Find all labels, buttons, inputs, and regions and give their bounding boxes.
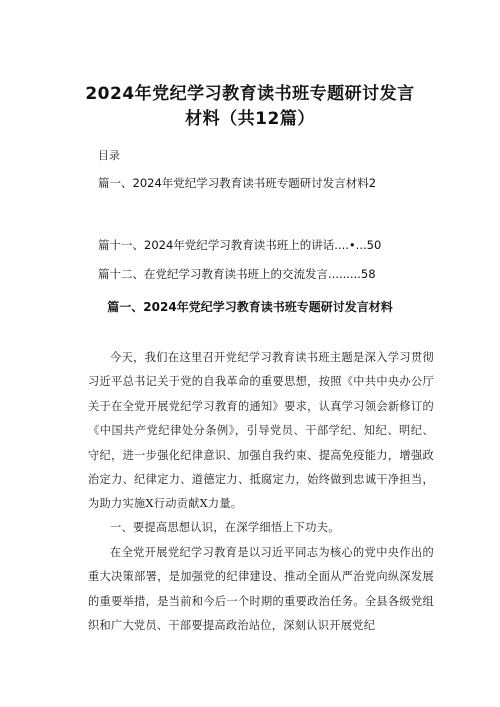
toc-entry[interactable]: 篇十二、在党纪学习教育读书班上的交流发言.........58 <box>98 267 376 281</box>
document-title-line-1: 2024年党纪学习教育读书班专题研讨发言 <box>85 84 415 104</box>
toc-entry[interactable]: 篇十一、2024年党纪学习教育读书班上的讲话....•...50 <box>98 238 382 252</box>
toc-entry[interactable]: 篇一、2024年党纪学习教育读书班专题研讨发言材料2 <box>98 176 377 190</box>
body-paragraph: 今天，我们在这里召开党纪学习教育读书班主题是深入学习贯彻习近平总书记关于党的自我革命的重要思想，按照《中共中央办公厅关于在全党开展党纪学习教育的通知》要求，认真学习领会新修订的《中国共产党纪律处分条例》，引导党员、干部学纪、知纪、明纪、守纪，进一步强化纪律意识、加强自我约束、提高免疫能力，增强政治定力、纪律定力、道德定力、抵腐定力，始终做到忠诚干净担当，为助力实施X行动贡献X力量。 <box>88 351 434 511</box>
body-paragraph: 在全党开展党纪学习教育是以习近平同志为核心的党中央作出的重大决策部署，是加强党的纪律建设、推动全面从严治党向纵深发展的重要举措，是当前和今后一个时期的重要政治任务。全县各级党组织和广大党员、干部要提高政治站位，深刻认识开展党纪 <box>88 546 434 633</box>
section-heading: 一、要提高思想认识，在深学细悟上下功夫。 <box>110 521 340 534</box>
section-title: 篇一、2024年党纪学习教育读书班专题研讨发言材料 <box>107 300 393 314</box>
toc-label: 目录 <box>98 149 120 162</box>
document-title-line-2: 材料（共12篇） <box>185 109 315 129</box>
